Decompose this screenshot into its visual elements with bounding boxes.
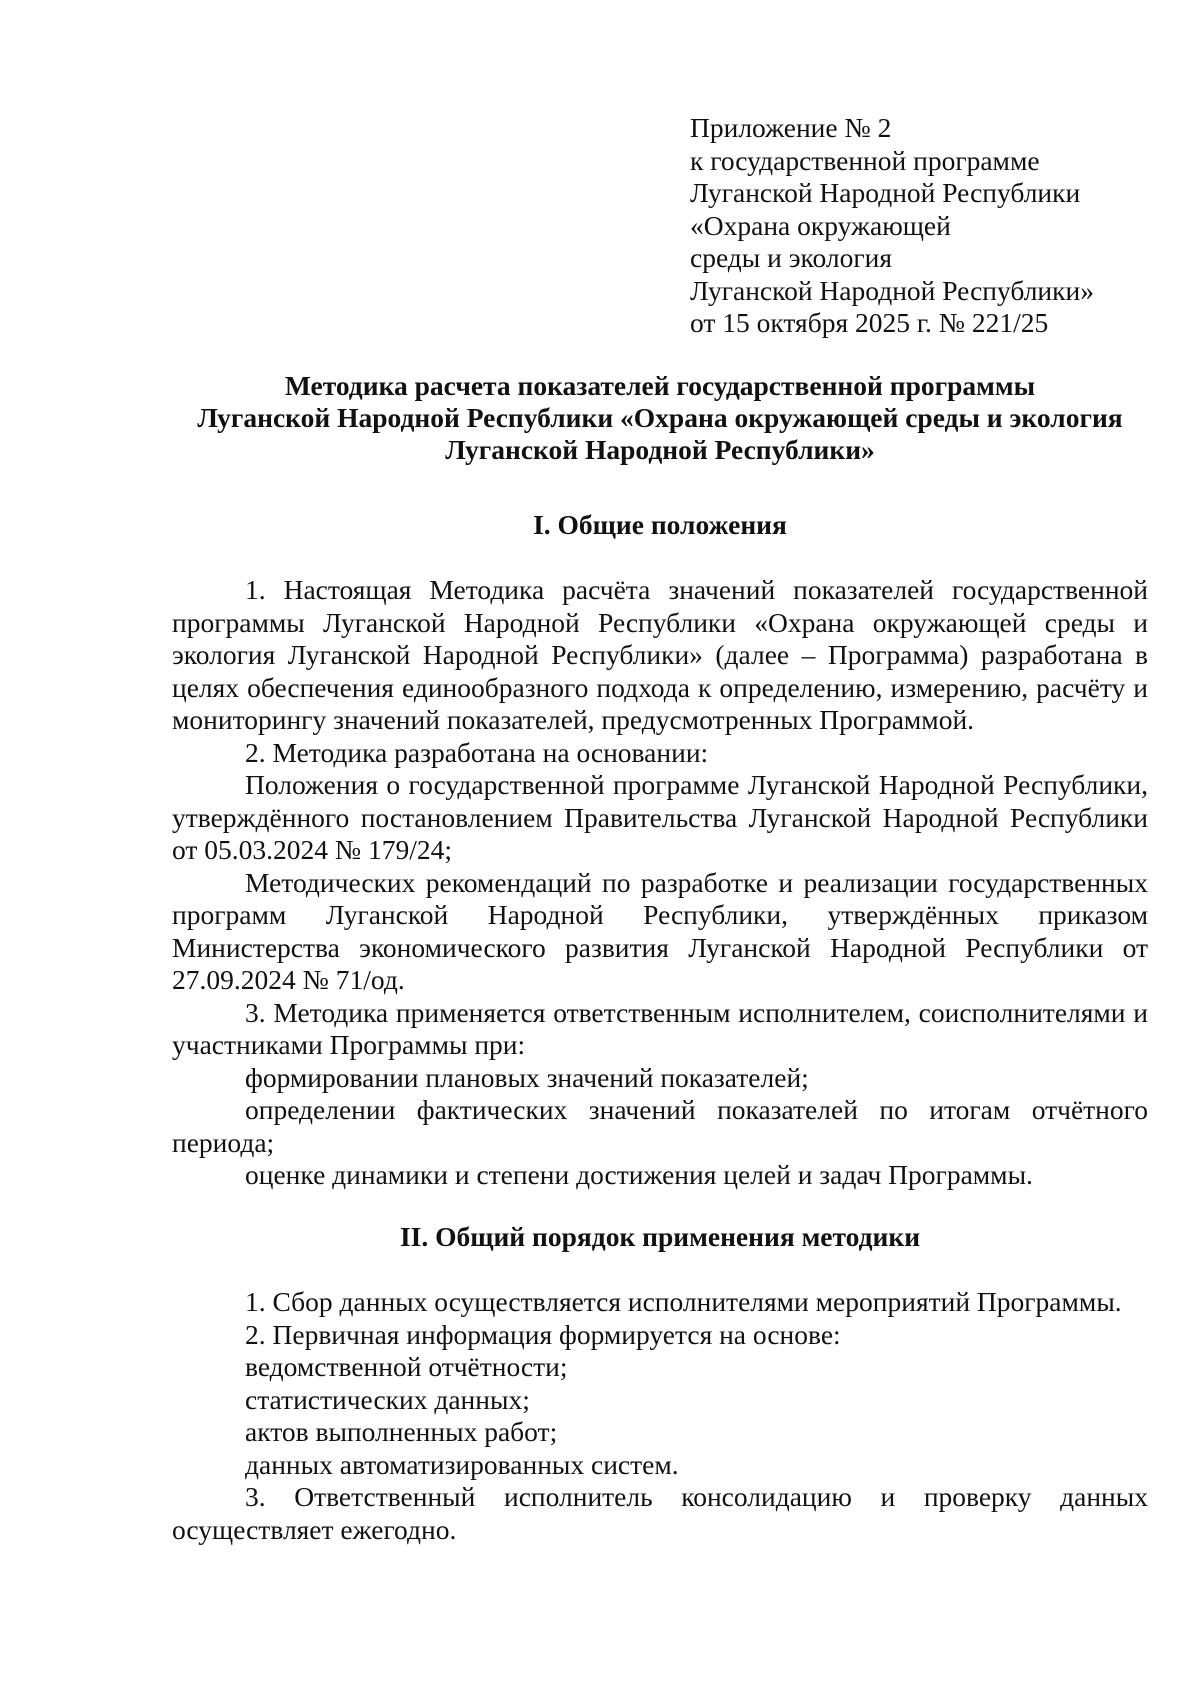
paragraph: ведомственной отчётности; — [245, 1351, 568, 1382]
section-1-heading: I. Общие положения — [533, 509, 787, 540]
paragraph: статистических данных; — [245, 1383, 530, 1415]
title-line: Методика расчета показателей государственной программы — [284, 370, 1036, 401]
document-title — [160, 370, 1160, 466]
appendix-line: от 15 октября 2025 г. № 221/25 — [690, 307, 1049, 338]
paragraph: Положения о государственной программе Луганской Народной Республики, утверждённого постановлением Правительства Луганской Народной Республики от 05.03.2024 № 179/24; — [172, 769, 1148, 865]
paragraph: 3. Методика применяется ответственным исполнителем, соисполнителями и участниками Программы при: — [172, 996, 1148, 1060]
appendix-line: среды и экология — [690, 242, 893, 273]
appendix-line: Луганской Народной Республики» — [690, 274, 1094, 306]
section-2-body — [172, 1286, 1148, 1546]
paragraph: 2. Первичная информация формируется на основе: — [245, 1318, 841, 1350]
title-line: Луганской Народной Республики «Охрана окружающей среды и экология — [197, 402, 1123, 433]
paragraph: Методических рекомендаций по разработке и реализации государственных программ Луганской Народной Республики, утверждённых приказом Министерства экономического развития Луганской Народной Республики от 27.09.2024 № 71/од. — [172, 866, 1148, 995]
paragraph: оценке динамики и степени достижения целей и задач Программы. — [245, 1159, 1033, 1190]
section-2-heading: II. Общий порядок применения методики — [399, 1221, 921, 1252]
appendix-line: Приложение № 2 — [690, 112, 892, 143]
paragraph: определении фактических значений показателей по итогам отчётного периода; — [172, 1094, 1148, 1158]
paragraph: 2. Методика разработана на основании: — [245, 736, 709, 768]
appendix-header — [690, 112, 1170, 340]
appendix-line: к государственной программе — [690, 144, 1040, 176]
paragraph: актов выполненных работ; — [245, 1416, 558, 1447]
paragraph: данных автоматизированных систем. — [245, 1448, 679, 1480]
section-1-body — [172, 574, 1148, 1192]
appendix-line: «Охрана окружающей — [690, 209, 951, 241]
appendix-line: Луганской Народной Республики — [690, 177, 1081, 208]
title-line: Луганской Народной Республики» — [445, 434, 875, 465]
paragraph: 1. Настоящая Методика расчёта значений показателей государственной программы Луганской Народной Республики «Охрана окружающей среды и экология Луганской Народной Республики» (далее – Программа) разработана в целях обеспечения единообразного подхода к определению, измерению, расчёту и мониторингу значений показателей, предусмотренных Программой. — [172, 574, 1148, 735]
paragraph: 3. Ответственный исполнитель консолидацию и проверку данных осуществляет ежегодно. — [172, 1481, 1148, 1545]
paragraph: 1. Сбор данных осуществляется исполнителями мероприятий Программы. — [245, 1286, 1122, 1317]
paragraph: формировании плановых значений показателей; — [245, 1061, 809, 1093]
